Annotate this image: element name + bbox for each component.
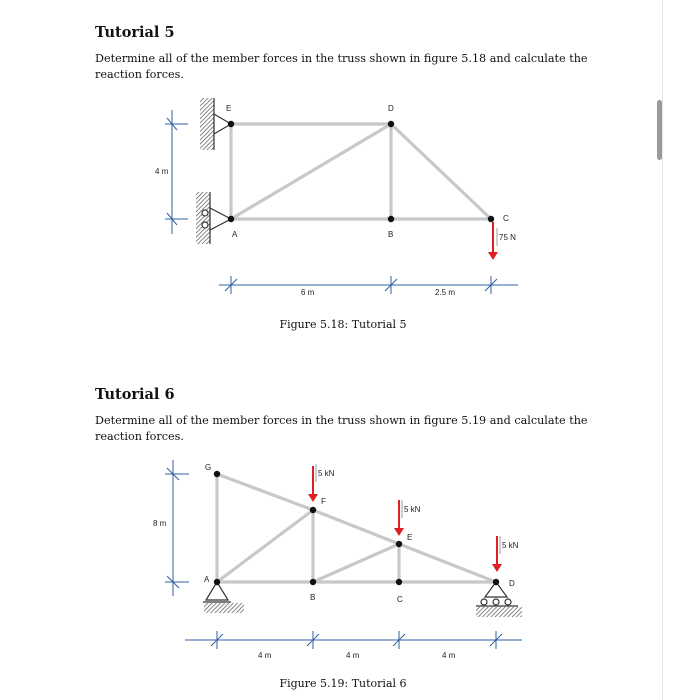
load-label-d: 5 kN xyxy=(502,541,519,550)
label-a: A xyxy=(232,230,238,239)
ground-hatch-d xyxy=(476,607,522,617)
roller-d-1 xyxy=(481,599,487,605)
node-c xyxy=(396,579,402,585)
node-d xyxy=(493,579,499,585)
load-label-e: 5 kN xyxy=(404,505,421,514)
member-fe xyxy=(313,510,399,544)
tutorial-5-heading: Tutorial 5 xyxy=(95,24,175,41)
node-g xyxy=(214,471,220,477)
label-f: F xyxy=(321,497,326,506)
dim-vertical-8m xyxy=(165,460,189,596)
node-f xyxy=(310,507,316,513)
label-b: B xyxy=(310,593,316,602)
label-d: D xyxy=(388,104,394,113)
load-arrow-e-head xyxy=(394,528,404,536)
label-e: E xyxy=(407,533,413,542)
node-a xyxy=(214,579,220,585)
label-a: A xyxy=(204,575,210,584)
label-d: D xyxy=(509,579,515,588)
node-e xyxy=(396,541,402,547)
load-label-f: 5 kN xyxy=(318,469,335,478)
dim-label-span-2: 4 m xyxy=(346,651,360,660)
node-b xyxy=(310,579,316,585)
label-c: C xyxy=(397,595,403,604)
dim-label-span-3: 4 m xyxy=(442,651,456,660)
dim-label-4m: 4 m xyxy=(155,167,169,176)
member-af xyxy=(217,510,313,582)
tutorial-6-heading: Tutorial 6 xyxy=(95,386,175,403)
dim-label-2-5m: 2.5 m xyxy=(435,288,456,297)
figure-5-18-caption: Figure 5.18: Tutorial 5 xyxy=(279,318,407,331)
dim-horizontal xyxy=(185,631,522,649)
roller-d-3 xyxy=(505,599,511,605)
load-arrow-d-head xyxy=(492,564,502,572)
dim-label-6m: 6 m xyxy=(301,288,315,297)
member-ed xyxy=(399,544,496,582)
figure-5-19-caption: Figure 5.19: Tutorial 6 xyxy=(279,677,407,690)
load-arrow-f-head xyxy=(308,494,318,502)
dim-label-8m: 8 m xyxy=(153,519,167,528)
ground-hatch-a xyxy=(204,603,244,613)
label-b: B xyxy=(388,230,394,239)
load-label-c: 75 N xyxy=(499,233,516,242)
label-e: E xyxy=(226,104,232,113)
tutorial-5-description: Determine all of the member forces in the truss shown in figure 5.18 and calculate the reaction forces. xyxy=(95,52,588,81)
tutorial-6-description: Determine all of the member forces in the truss shown in figure 5.19 and calculate the reaction forces. xyxy=(95,414,588,443)
member-be xyxy=(313,544,399,582)
label-c: C xyxy=(503,214,509,223)
label-g: G xyxy=(205,463,212,472)
dim-label-span-1: 4 m xyxy=(258,651,272,660)
member-gf xyxy=(217,474,313,510)
page-edge xyxy=(662,0,663,700)
roller-d-2 xyxy=(493,599,499,605)
